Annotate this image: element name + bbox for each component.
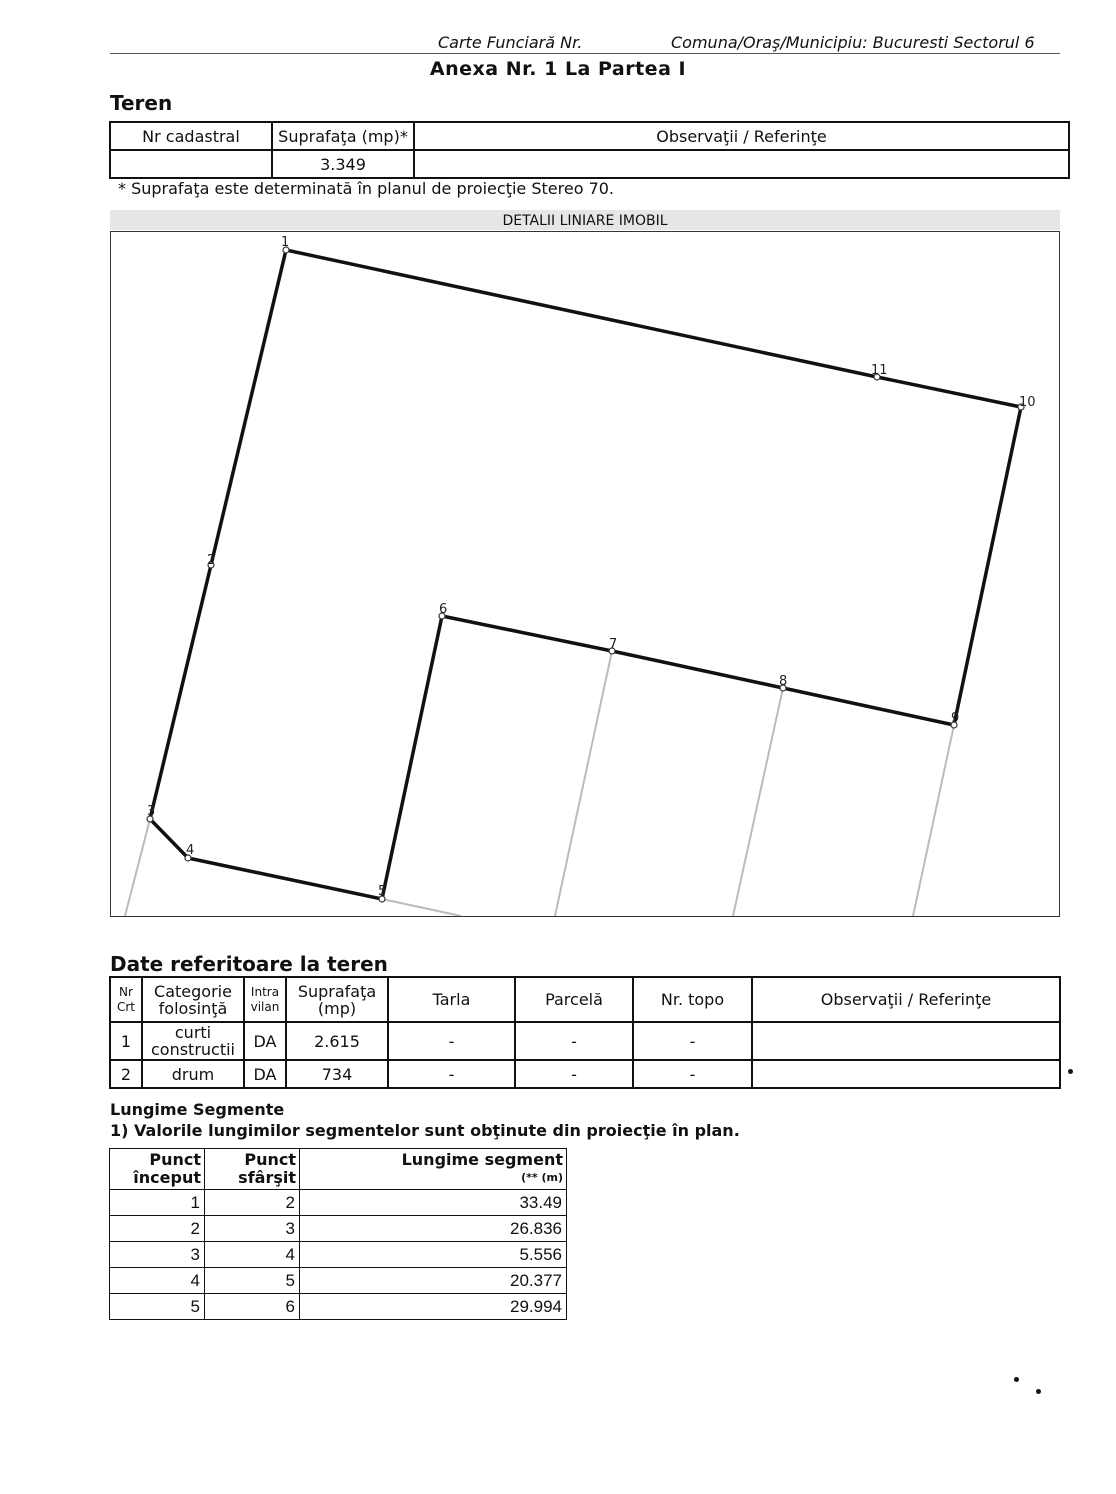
scan-speck bbox=[1036, 1389, 1041, 1394]
neighbor-line bbox=[125, 819, 150, 916]
cell-lungime: 5.556 bbox=[300, 1242, 567, 1268]
plan-svg bbox=[111, 232, 1059, 916]
cell-nr: 2 bbox=[110, 1060, 142, 1088]
cell-observatii bbox=[414, 150, 1069, 178]
hdr-punct-inceput: Punct început bbox=[110, 1149, 205, 1190]
cell-tarla: - bbox=[388, 1060, 515, 1088]
vertex-label: 4 bbox=[186, 843, 195, 858]
cell-tarla: - bbox=[388, 1022, 515, 1060]
vertex-label: 7 bbox=[609, 637, 618, 652]
cell-categorie: drum bbox=[142, 1060, 244, 1088]
col-observatii: Observaţii / Referinţe bbox=[414, 122, 1069, 150]
neighbor-line bbox=[913, 725, 954, 916]
vertex-label: 6 bbox=[439, 602, 448, 617]
hdr-nr-topo: Nr. topo bbox=[633, 977, 752, 1022]
anexa-title: Anexa Nr. 1 La Partea I bbox=[429, 58, 687, 80]
cell-lungime: 33.49 bbox=[300, 1190, 567, 1216]
lungime-subtitle: 1) Valorile lungimilor segmentelor sunt obţinute din proiecţie în plan. bbox=[110, 1121, 740, 1140]
boundary-segment bbox=[382, 616, 442, 899]
boundary-segment bbox=[612, 651, 783, 688]
hdr-intravilan: Intra vilan bbox=[244, 977, 286, 1022]
vertex-label: 9 bbox=[951, 711, 960, 726]
cell-lungime: 26.836 bbox=[300, 1216, 567, 1242]
neighbor-line bbox=[733, 688, 783, 916]
col-suprafata: Suprafaţa (mp)* bbox=[272, 122, 414, 150]
hdr-parcela: Parcelă bbox=[515, 977, 633, 1022]
cell-suprafata: 3.349 bbox=[272, 150, 414, 178]
hdr-suprafata: Suprafaţa (mp) bbox=[286, 977, 388, 1022]
scan-speck bbox=[1068, 1069, 1073, 1074]
cell-punct-sfarsit: 2 bbox=[205, 1190, 300, 1216]
cell-suprafata: 2.615 bbox=[286, 1022, 388, 1060]
vertex-label: 1 bbox=[281, 235, 290, 250]
hdr-observatii: Observaţii / Referinţe bbox=[752, 977, 1060, 1022]
cell-punct-sfarsit: 6 bbox=[205, 1294, 300, 1320]
col-nr-cadastral: Nr cadastral bbox=[110, 122, 272, 150]
table-row bbox=[110, 1216, 567, 1242]
cell-parcela: - bbox=[515, 1022, 633, 1060]
neighbor-line bbox=[555, 651, 612, 916]
cell-punct-inceput: 5 bbox=[110, 1294, 205, 1320]
vertex-label: 5 bbox=[378, 884, 387, 899]
table-row bbox=[110, 1242, 567, 1268]
lungime-title: Lungime Segmente bbox=[110, 1100, 285, 1119]
cell-punct-sfarsit: 3 bbox=[205, 1216, 300, 1242]
teren-table bbox=[109, 121, 1070, 179]
table-row bbox=[110, 1022, 1060, 1060]
vertex-label: 8 bbox=[779, 674, 788, 689]
vertex-label: 2 bbox=[207, 553, 216, 568]
cell-nr-topo: - bbox=[633, 1060, 752, 1088]
boundary-segment bbox=[150, 819, 188, 858]
cell-suprafata: 734 bbox=[286, 1060, 388, 1088]
boundary-segment bbox=[211, 250, 286, 565]
scan-speck bbox=[1014, 1377, 1019, 1382]
table-row bbox=[110, 1190, 567, 1216]
lungime-table bbox=[109, 1148, 567, 1320]
cell-intravilan: DA bbox=[244, 1022, 286, 1060]
boundary-segment bbox=[877, 377, 1021, 407]
hdr-tarla: Tarla bbox=[388, 977, 515, 1022]
vertex-label: 3 bbox=[147, 804, 156, 819]
cell-lungime: 29.994 bbox=[300, 1294, 567, 1320]
plan-title: DETALII LINIARE IMOBIL bbox=[110, 210, 1060, 230]
hdr-punct-sfarsit: Punct sfârşit bbox=[205, 1149, 300, 1190]
cell-punct-inceput: 3 bbox=[110, 1242, 205, 1268]
cell-categorie: curti constructii bbox=[142, 1022, 244, 1060]
date-teren-table bbox=[109, 976, 1061, 1089]
cell-punct-sfarsit: 4 bbox=[205, 1242, 300, 1268]
hdr-lungime-segment: Lungime segment (** (m) bbox=[300, 1149, 567, 1190]
cell-nr: 1 bbox=[110, 1022, 142, 1060]
hdr-categorie: Categorie folosinţă bbox=[142, 977, 244, 1022]
table-row bbox=[110, 1060, 1060, 1088]
boundary-segment bbox=[442, 616, 612, 651]
teren-title: Teren bbox=[110, 91, 173, 115]
cell-parcela: - bbox=[515, 1060, 633, 1088]
boundary-segment bbox=[954, 407, 1021, 725]
cell-lungime: 20.377 bbox=[300, 1268, 567, 1294]
cell-intravilan: DA bbox=[244, 1060, 286, 1088]
table-row bbox=[110, 1268, 567, 1294]
cell-punct-sfarsit: 5 bbox=[205, 1268, 300, 1294]
boundary-segment bbox=[286, 250, 877, 377]
vertex-label: 11 bbox=[871, 363, 888, 378]
boundary-segment bbox=[783, 688, 954, 725]
header-rule bbox=[110, 53, 1060, 54]
cell-nr-topo: - bbox=[633, 1022, 752, 1060]
carte-funciara-label: Carte Funciară Nr. bbox=[438, 33, 583, 52]
comuna-label: Comuna/Oraş/Municipiu: Bucuresti Sectorul 6 bbox=[671, 33, 1035, 52]
boundary-segment bbox=[188, 858, 382, 899]
cell-punct-inceput: 1 bbox=[110, 1190, 205, 1216]
cell-nr-cadastral bbox=[110, 150, 272, 178]
hdr-nr-crt: Nr Crt bbox=[110, 977, 142, 1022]
cell-observatii bbox=[752, 1060, 1060, 1088]
cell-observatii bbox=[752, 1022, 1060, 1060]
vertex-label: 10 bbox=[1019, 395, 1036, 410]
boundary-segment bbox=[150, 565, 211, 819]
plan-drawing bbox=[110, 231, 1060, 917]
cell-punct-inceput: 4 bbox=[110, 1268, 205, 1294]
table-row bbox=[110, 1294, 567, 1320]
neighbor-line bbox=[382, 899, 461, 916]
cell-punct-inceput: 2 bbox=[110, 1216, 205, 1242]
date-teren-title: Date referitoare la teren bbox=[110, 952, 388, 976]
stereo-note: * Suprafaţa este determinată în planul de proiecţie Stereo 70. bbox=[118, 179, 615, 198]
